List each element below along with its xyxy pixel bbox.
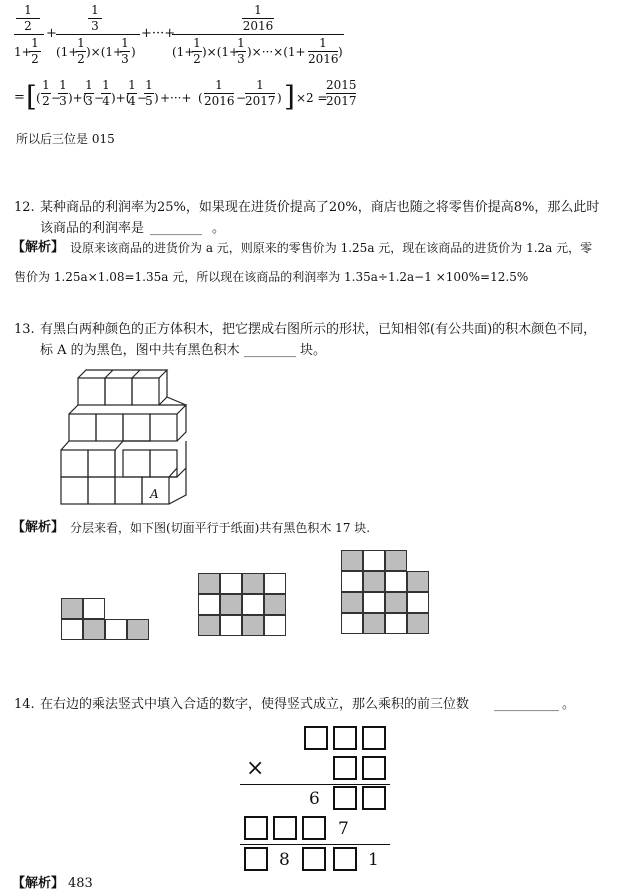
term1-numerator: 1 2 xyxy=(16,4,40,33)
q12-analysis-line1: 设原来该商品的进货价为 a 元，则原来的零售价为 1.25a 元，现在该商品的进货价为 1.2a 元，零 xyxy=(70,241,593,255)
q13-text-line2: 标 A 的为黑色，图中共有黑色积木 xyxy=(40,343,240,358)
black-block-cell xyxy=(341,550,363,571)
term2-numerator: 1 3 xyxy=(88,4,102,33)
white-block-cell xyxy=(341,571,363,592)
black-block-cell xyxy=(264,594,286,615)
white-block-cell xyxy=(242,594,264,615)
black-block-cell xyxy=(61,598,83,619)
white-block-cell xyxy=(363,550,385,571)
white-block-cell xyxy=(264,573,286,594)
digit-6: 6 xyxy=(309,789,320,809)
digit-box[interactable] xyxy=(333,786,357,810)
white-block-cell xyxy=(264,615,286,636)
term1-den-text: 1+ xyxy=(14,45,32,59)
white-block-cell xyxy=(385,571,407,592)
q12-analysis-label: 【解析】 xyxy=(12,240,65,255)
black-block-cell xyxy=(127,619,149,640)
black-block-cell xyxy=(363,571,385,592)
q12-answer-blank[interactable]: ________ xyxy=(150,221,202,236)
black-block-cell xyxy=(385,592,407,613)
white-block-cell xyxy=(363,592,385,613)
digit-box[interactable] xyxy=(244,816,268,840)
q14-analysis-label: 【解析】 xyxy=(12,876,65,891)
black-block-cell xyxy=(242,573,264,594)
digit-box[interactable] xyxy=(333,726,357,750)
term2-bar xyxy=(56,34,140,35)
white-block-cell xyxy=(220,615,242,636)
q13-analysis-text: 分层来看，如下图(切面平行于纸面)共有黑色积木 17 块. xyxy=(70,521,371,535)
black-block-cell xyxy=(242,615,264,636)
digit-box[interactable] xyxy=(244,847,268,871)
q13-text-line1: 有黑白两种颜色的正方体积木，把它摆成右图所示的形状，已知相邻(有公共面)的积木颜色不同， xyxy=(40,322,597,337)
rule-line-1 xyxy=(240,784,390,785)
digit-box[interactable] xyxy=(362,756,386,780)
term1-den-frac: 1 2 xyxy=(29,37,41,66)
q12-text-line1: 某种商品的利润率为25%，如果现在进货价提高了20%，商店也随之将零售价提高8%，那么此时 xyxy=(40,200,600,215)
digit-7: 7 xyxy=(338,819,349,839)
times-sign: × xyxy=(246,756,265,781)
q14-answer-blank[interactable]: __________ xyxy=(494,697,559,712)
digit-box[interactable] xyxy=(362,726,386,750)
black-block-cell xyxy=(198,615,220,636)
q13-analysis-label: 【解析】 xyxy=(12,520,65,535)
digit-box[interactable] xyxy=(302,847,326,871)
black-block-cell xyxy=(407,613,429,634)
black-block-cell xyxy=(385,550,407,571)
cube-stack-figure xyxy=(60,368,200,510)
digit-box[interactable] xyxy=(273,816,297,840)
conclusion-text: 所以后三位是 015 xyxy=(16,132,115,146)
q12-analysis-line2: 售价为 1.25a×1.08=1.35a 元，所以现在该商品的利润率为 1.35a÷1.2a−1 ×100%=12.5% xyxy=(14,270,529,284)
digit-box[interactable] xyxy=(333,847,357,871)
q13-answer-blank[interactable]: ________ xyxy=(244,343,296,358)
digit-8: 8 xyxy=(279,850,290,870)
q12-text-line2: 该商品的利润率是 xyxy=(40,221,145,236)
white-block-cell xyxy=(61,619,83,640)
plus-1: + xyxy=(46,26,57,41)
black-block-cell xyxy=(198,573,220,594)
term1-bar xyxy=(14,34,44,35)
rule-line-2 xyxy=(240,844,390,845)
black-block-cell xyxy=(407,571,429,592)
black-block-cell xyxy=(341,592,363,613)
white-block-cell xyxy=(385,613,407,634)
q14-answer: 483 xyxy=(68,876,93,891)
digit-box[interactable] xyxy=(362,786,386,810)
q14-text: 在右边的乘法竖式中填入合适的数字，使得竖式成立，那么乘积的前三位数 xyxy=(40,697,470,712)
digit-1: 1 xyxy=(368,850,379,870)
termN-bar xyxy=(172,34,344,35)
white-block-cell xyxy=(198,594,220,615)
black-block-cell xyxy=(83,619,105,640)
white-block-cell xyxy=(341,613,363,634)
white-block-cell xyxy=(105,619,127,640)
white-block-cell xyxy=(83,598,105,619)
plus-dots: +···+ xyxy=(141,26,176,41)
digit-box[interactable] xyxy=(333,756,357,780)
white-block-cell xyxy=(407,592,429,613)
black-block-cell xyxy=(220,594,242,615)
digit-box[interactable] xyxy=(302,816,326,840)
cube-label-a: A xyxy=(150,487,159,501)
termN-numerator: 1 2016 xyxy=(242,3,274,33)
digit-box[interactable] xyxy=(304,726,328,750)
white-block-cell xyxy=(220,573,242,594)
black-block-cell xyxy=(363,613,385,634)
